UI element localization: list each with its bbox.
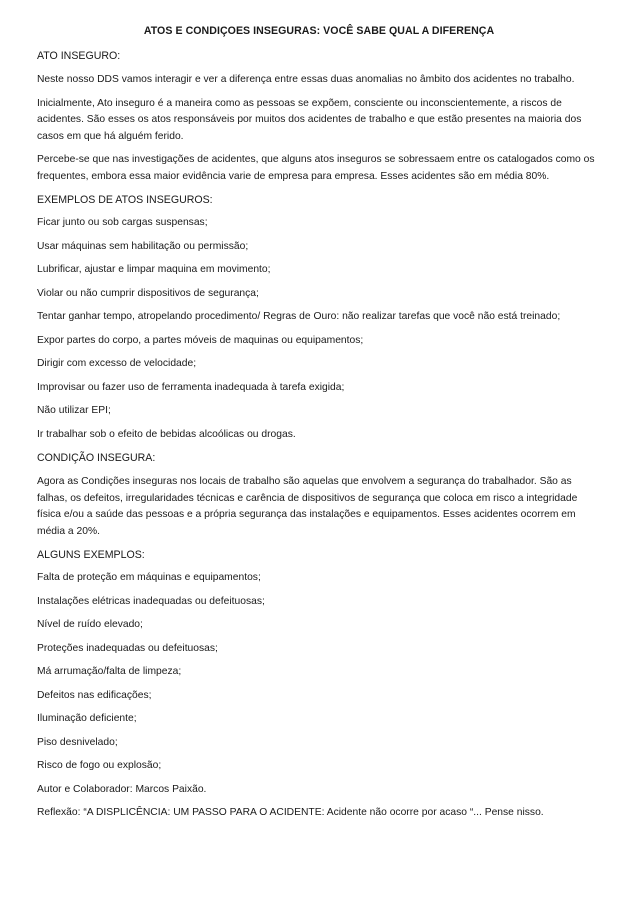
list-item: Nível de ruído elevado; bbox=[37, 619, 143, 630]
list-item: Lubrificar, ajustar e limpar maquina em movimento; bbox=[37, 264, 271, 275]
heading-alguns-exemplos: ALGUNS EXEMPLOS: bbox=[37, 549, 145, 561]
list-item: Dirigir com excesso de velocidade; bbox=[37, 358, 197, 369]
list-item: Improvisar ou fazer uso de ferramenta inadequada à tarefa exigida; bbox=[37, 381, 345, 393]
paragraph-intro: Neste nosso DDS vamos interagir e ver a diferença entre essas duas anomalias no âmbito dos acidentes no trabalho. bbox=[37, 74, 575, 85]
heading-ato-inseguro: ATO INSEGURO: bbox=[37, 50, 121, 62]
list-item: Expor partes do corpo, a partes móveis de maquinas ou equipamentos; bbox=[37, 334, 364, 346]
list-item: Iluminação deficiente; bbox=[37, 713, 137, 724]
list-item: Proteções inadequadas ou defeituosas; bbox=[37, 642, 218, 654]
list-item: Má arrumação/falta de limpeza; bbox=[37, 666, 182, 677]
heading-condicao-insegura: CONDIÇÃO INSEGURA: bbox=[37, 452, 156, 464]
paragraph-investigation: Percebe-se que nas investigações de acidentes, que alguns atos inseguros se sobressaem entre os catalogados como os frequentes, embora essa maior evidência varie de empresa para empresa. Esses acidentes são em média 80%. bbox=[37, 154, 595, 182]
paragraph-condicao: Agora as Condições inseguras nos locais de trabalho são aquelas que envolvem a segurança do trabalhador. São as falhas, os defeitos, irregularidades técnicas e carência de dispositivos de segurança que coloca em risco a integridade física e/ou a saúde das pessoas e a própria segurança das instalações e equipamentos. Esses acidentes ocorrem em média a 20%. bbox=[37, 476, 578, 537]
list-item: Ir trabalhar sob o efeito de bebidas alcoólicas ou drogas. bbox=[37, 428, 296, 440]
paragraph-definition: Inicialmente, Ato inseguro é a maneira como as pessoas se expõem, consciente ou inconscientemente, a riscos de acidentes. São esses os atos responsáveis por muitos dos acidentes de trabalho e que estão presentes na maioria dos casos em que há alguém ferido. bbox=[37, 97, 582, 142]
list-item: Ficar junto ou sob cargas suspensas; bbox=[37, 217, 208, 228]
list-item: Tentar ganhar tempo, atropelando procedimento/ Regras de Ouro: não realizar tarefas que você não está treinado; bbox=[37, 311, 561, 322]
list-item: Violar ou não cumprir dispositivos de segurança; bbox=[37, 287, 259, 299]
author-line: Autor e Colaborador: Marcos Paixão. bbox=[37, 783, 207, 795]
list-item: Usar máquinas sem habilitação ou permissão; bbox=[37, 240, 249, 252]
list-item: Não utilizar EPI; bbox=[37, 405, 111, 416]
list-exemplos-atos bbox=[37, 216, 601, 442]
list-item: Defeitos nas edificações; bbox=[37, 689, 152, 701]
list-item: Instalações elétricas inadequadas ou defeituosas; bbox=[37, 595, 265, 607]
list-item: Piso desnivelado; bbox=[37, 736, 118, 748]
list-item: Risco de fogo ou explosão; bbox=[37, 760, 162, 771]
reflection-line: Reflexão: “A DISPLICÊNCIA: UM PASSO PARA O ACIDENTE: Acidente não ocorre por acaso “... Pense nisso. bbox=[37, 807, 544, 818]
document-title: ATOS E CONDIÇOES INSEGURAS: VOCÊ SABE QUAL A DIFERENÇA bbox=[143, 25, 495, 37]
list-alguns-exemplos bbox=[37, 571, 601, 773]
list-item: Falta de proteção em máquinas e equipamentos; bbox=[37, 572, 261, 583]
heading-exemplos-atos: EXEMPLOS DE ATOS INSEGUROS: bbox=[37, 194, 213, 206]
document-page bbox=[37, 24, 601, 830]
